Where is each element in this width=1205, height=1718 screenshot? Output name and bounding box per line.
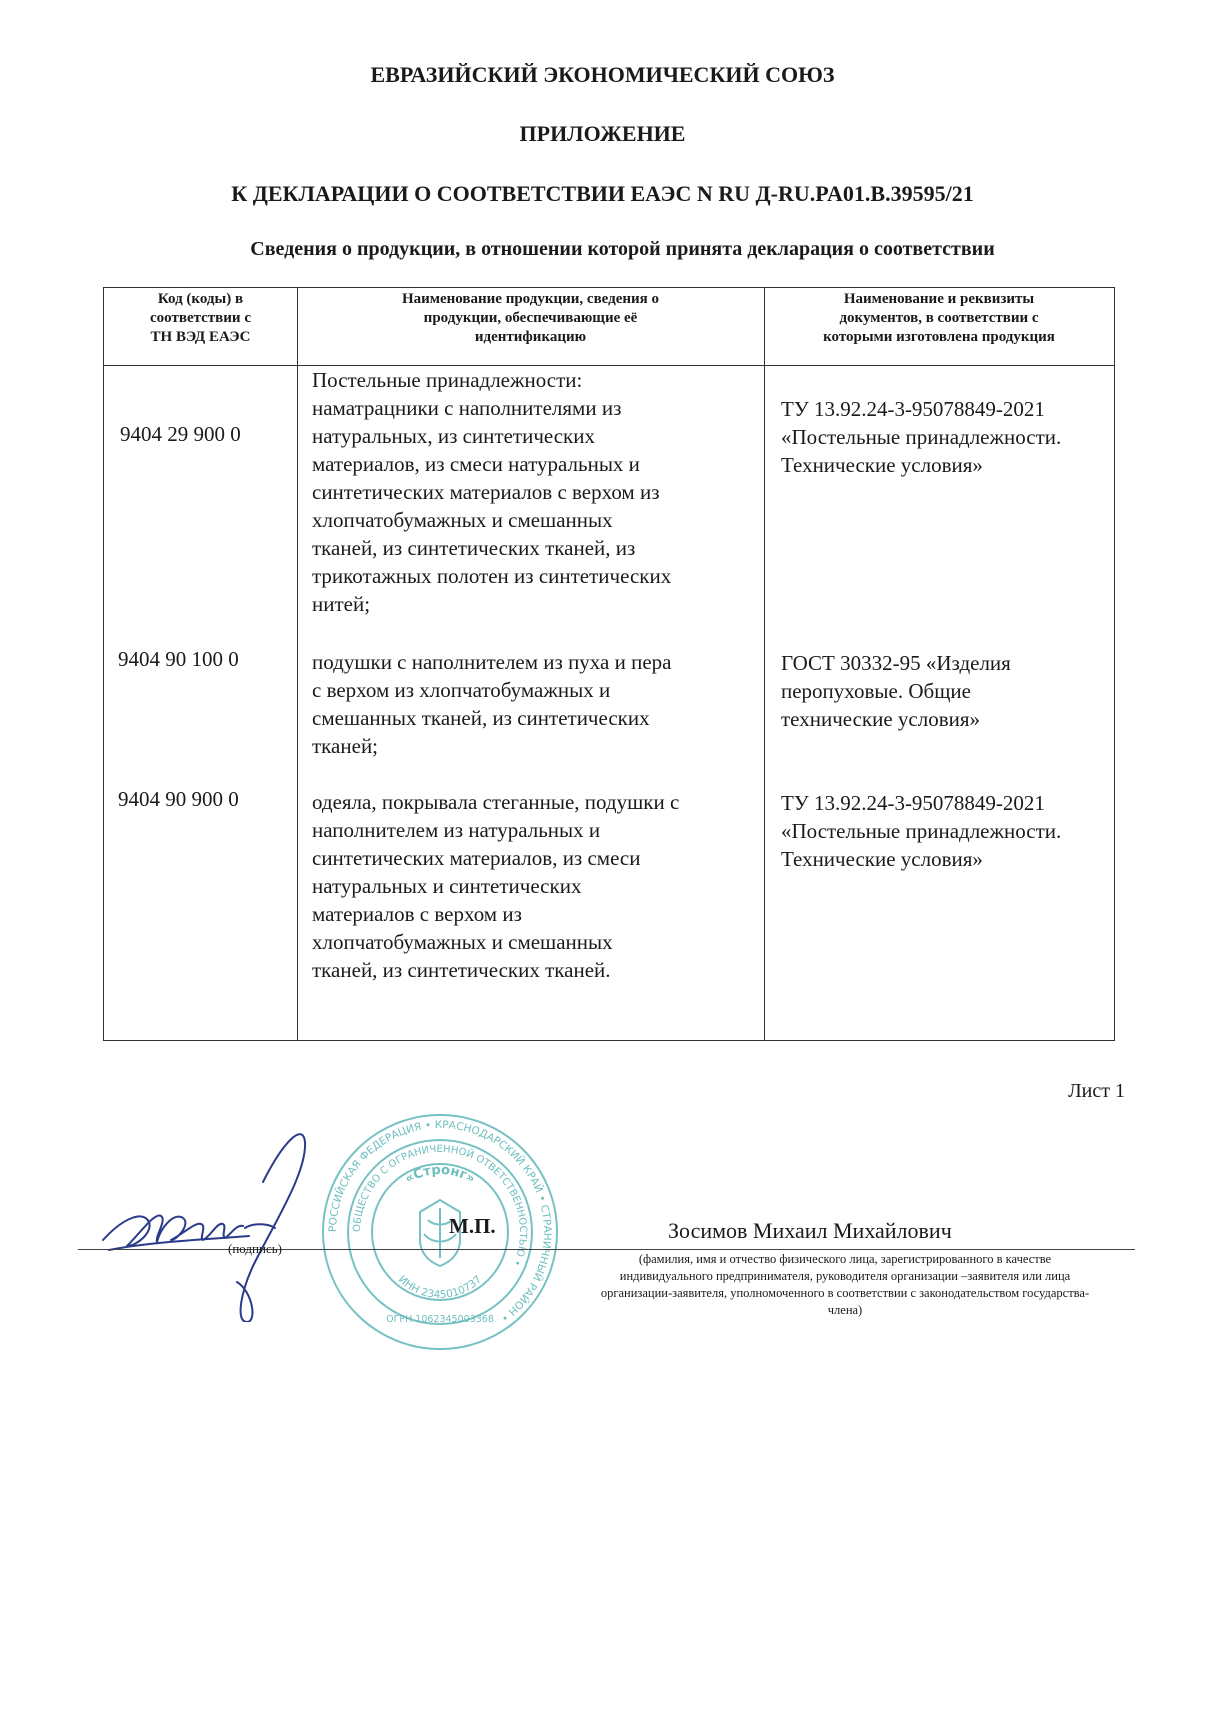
row-document xyxy=(781,789,1061,873)
signature-label: (подпись) xyxy=(228,1241,282,1256)
declaration-title: К ДЕКЛАРАЦИИ О СООТВЕТСТВИИ ЕАЭС N RU Д-RU.PA01.B.39595/21 xyxy=(231,181,974,206)
svg-text:«Стронг» xyxy=(402,1163,477,1187)
header-code-line: Код (коды) в xyxy=(157,291,244,307)
doc-line: Технические условия» xyxy=(781,453,983,477)
seal-company-name: «Стронг» xyxy=(402,1162,478,1188)
header-name-line: Наименование продукции, сведения о xyxy=(401,291,660,307)
doc-line: технические условия» xyxy=(781,707,981,731)
header-doc-line: документов, в соответствии с xyxy=(839,310,1039,326)
seal-outer-text: РОССИЙСКАЯ ФЕДЕРАЦИЯ • КРАСНОДАРСКИЙ КРАЙ • СТРАНИЧНЫЙ РАЙОН • xyxy=(326,1118,554,1325)
handwritten-signature xyxy=(95,1122,355,1322)
seal-ogrn: ОГРН 1062345003368 xyxy=(386,1314,494,1325)
row-product-name xyxy=(312,366,671,618)
row-document xyxy=(781,649,1011,733)
row-code: 9404 90 900 0 xyxy=(118,787,239,811)
doc-line: ТУ 13.92.24-3-95078849-2021 xyxy=(781,397,1045,421)
header-documents xyxy=(764,290,1114,347)
name-line: хлопчатобумажных и смешанных xyxy=(312,508,613,532)
seal-place-label: М.П. xyxy=(449,1214,496,1238)
name-line: натуральных и синтетических xyxy=(312,874,582,898)
doc-line: Технические условия» xyxy=(781,847,983,871)
annex-title: ПРИЛОЖЕНИЕ xyxy=(519,121,686,146)
name-line: Постельные принадлежности: xyxy=(312,368,583,392)
signer-note xyxy=(565,1251,1125,1319)
row-document xyxy=(781,395,1061,479)
products-subtitle: Сведения о продукции, в отношении которой принята декларация о соответствии xyxy=(250,238,995,260)
name-line: синтетических материалов с верхом из xyxy=(312,480,660,504)
name-line: нитей; xyxy=(312,592,371,616)
signer-note-line: члена) xyxy=(827,1303,863,1317)
row-product-name xyxy=(312,788,679,984)
header-name-line: идентификацию xyxy=(474,329,587,345)
signer-name: Зосимов Михаил Михайлович xyxy=(668,1218,952,1243)
svg-text:ИНН 2345010737 xyxy=(396,1273,484,1301)
row-product-name xyxy=(312,648,671,760)
column-divider xyxy=(764,288,765,1040)
name-line: смешанных тканей, из синтетических xyxy=(312,706,650,730)
signer-note-line: (фамилия, имя и отчество физического лица, зарегистрированного в качестве xyxy=(638,1252,1052,1266)
doc-line: ТУ 13.92.24-3-95078849-2021 xyxy=(781,791,1045,815)
name-line: одеяла, покрывала стеганные, подушки с xyxy=(312,790,680,814)
name-line: с верхом из хлопчатобумажных и xyxy=(312,678,611,702)
name-line: наполнителем из натуральных и xyxy=(312,818,601,842)
doc-line: «Постельные принадлежности. xyxy=(781,819,1062,843)
seal-inn: ИНН 2345010737 xyxy=(395,1273,485,1302)
doc-line: ГОСТ 30332-95 «Изделия xyxy=(781,651,1011,675)
header-code xyxy=(104,290,297,347)
row-code: 9404 29 900 0 xyxy=(120,422,241,446)
company-seal xyxy=(320,1112,560,1352)
row-code: 9404 90 100 0 xyxy=(118,647,239,671)
union-title: ЕВРАЗИЙСКИЙ ЭКОНОМИЧЕСКИЙ СОЮЗ xyxy=(370,62,835,87)
signer-note-line: организации-заявителя, уполномоченного в соответствии с законодательством государства- xyxy=(600,1286,1090,1300)
name-line: наматрацники с наполнителями из xyxy=(312,396,622,420)
column-divider xyxy=(297,288,298,1040)
header-code-line: ТН ВЭД ЕАЭС xyxy=(150,329,251,345)
header-doc-line: которыми изготовлена продукция xyxy=(823,329,1055,345)
signer-note-line: индивидуального предпринимателя, руководителя организации –заявителя или лица xyxy=(619,1269,1071,1283)
name-line: тканей, из синтетических тканей. xyxy=(312,958,611,982)
sheet-number: Лист 1 xyxy=(1068,1080,1125,1102)
name-line: тканей, из синтетических тканей, из xyxy=(312,536,636,560)
header-name-line: продукции, обеспечивающие её xyxy=(423,310,638,326)
header-product-name xyxy=(297,290,764,347)
name-line: хлопчатобумажных и смешанных xyxy=(312,930,613,954)
doc-line: «Постельные принадлежности. xyxy=(781,425,1062,449)
name-line: натуральных, из синтетических xyxy=(312,424,595,448)
name-line: материалов, из смеси натуральных и xyxy=(312,452,640,476)
header-doc-line: Наименование и реквизиты xyxy=(843,291,1035,307)
name-line: трикотажных полотен из синтетических xyxy=(312,564,672,588)
doc-line: перопуховые. Общие xyxy=(781,679,971,703)
header-code-line: соответствии с xyxy=(150,310,251,326)
name-line: материалов с верхом из xyxy=(312,902,522,926)
seal-inner-text: ОБЩЕСТВО С ОГРАНИЧЕННОЙ ОТВЕТСТВЕННОСТЬЮ • xyxy=(351,1143,529,1268)
name-line: тканей; xyxy=(312,734,379,758)
name-line: синтетических материалов, из смеси xyxy=(312,846,641,870)
products-table xyxy=(103,287,1115,1041)
name-line: подушки с наполнителем из пуха и пера xyxy=(312,650,672,674)
